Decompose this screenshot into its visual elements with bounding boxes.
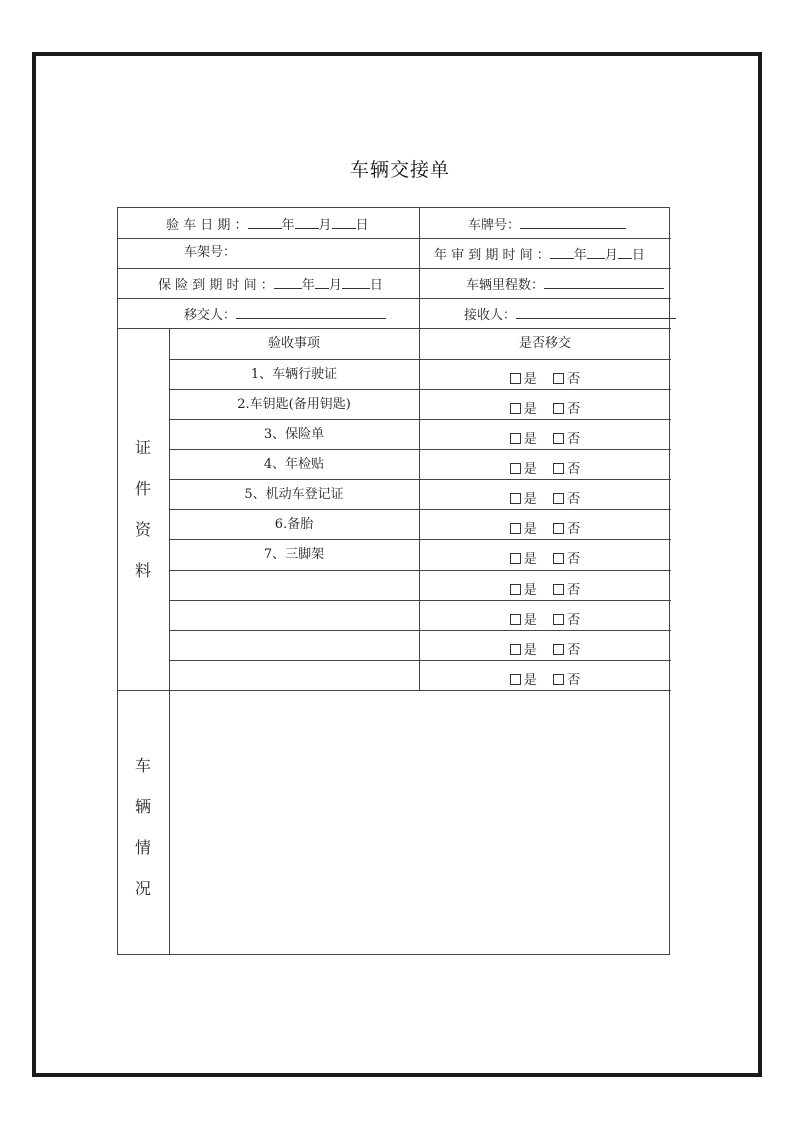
year-label: 年 [281,218,295,233]
no-checkbox[interactable] [553,674,564,685]
yes-checkbox[interactable] [510,493,521,504]
no-checkbox[interactable] [553,493,564,504]
yes-no-choice: 是 否 [419,398,671,417]
yes-checkbox[interactable] [510,584,521,595]
handover-label: 移交人： [184,308,237,323]
no-checkbox[interactable] [553,644,564,655]
inspection-date-row [166,216,369,232]
no-checkbox[interactable] [553,403,564,414]
yes-checkbox[interactable] [510,373,521,384]
frame-row [184,246,236,259]
yes-no-choice: 是 否 [419,488,671,507]
no-checkbox[interactable] [553,463,564,474]
no-checkbox[interactable] [553,553,564,564]
no-checkbox[interactable] [553,433,564,444]
year-label: 年 [573,248,587,263]
yes-no-choice: 是 否 [419,428,671,447]
plate-row [468,216,626,232]
receiver-label: 接收人： [464,308,517,323]
yes-checkbox[interactable] [510,614,521,625]
yes-no-choice: 是 否 [419,458,671,477]
documents-section-label: 证 件 资 料 [134,438,151,580]
yes-checkbox[interactable] [510,433,521,444]
yes-checkbox[interactable] [510,674,521,685]
col-header-item: 验收事项 [267,336,320,351]
yes-no-choice: 是 否 [419,669,671,688]
insurance-label: 保 险 到 期 时 间 ： [158,278,274,293]
handover-row [184,306,386,322]
plate-label: 车牌号： [468,218,521,233]
mileage-label: 车辆里程数： [466,278,545,293]
item-label: 6.备胎 [274,517,314,532]
receiver-row [464,306,676,322]
item-label: 5、机动车登记证 [244,487,344,502]
yes-checkbox[interactable] [510,403,521,414]
annual-review-label: 年 审 到 期 时 间 ： [434,248,550,263]
inspection-date-label: 验 车 日 期 ： [166,218,248,233]
annual-review-row [434,246,645,262]
item-label: 7、三脚架 [263,547,325,562]
month-label: 月 [604,248,618,263]
mileage-row [466,276,664,292]
col-header-handover: 是否移交 [518,336,571,351]
no-checkbox[interactable] [553,523,564,534]
item-label: 3、保险单 [263,427,325,442]
no-checkbox[interactable] [553,584,564,595]
yes-no-choice: 是 否 [419,368,671,387]
item-label: 1、车辆行驶证 [250,367,338,382]
condition-section-label: 车 辆 情 况 [134,756,151,898]
insurance-row [158,276,383,292]
no-checkbox[interactable] [553,614,564,625]
yes-no-choice: 是 否 [419,518,671,537]
handover-form-table [117,207,670,955]
item-label: 2.车钥匙(备用钥匙) [237,397,351,412]
yes-no-choice: 是 否 [419,639,671,658]
day-label: 日 [355,218,369,233]
month-label: 月 [318,218,332,233]
day-label: 日 [369,278,383,293]
frame-label: 车架号： [184,245,237,260]
yes-no-choice: 是 否 [419,609,671,628]
yes-no-choice: 是 否 [419,579,671,598]
yes-checkbox[interactable] [510,463,521,474]
yes-checkbox[interactable] [510,523,521,534]
day-label: 日 [631,248,645,263]
item-label: 4、年检贴 [263,457,325,472]
condition-notes-area[interactable] [170,691,670,954]
no-checkbox[interactable] [553,373,564,384]
month-label: 月 [328,278,342,293]
yes-checkbox[interactable] [510,553,521,564]
page-title: 车辆交接单 [349,159,450,181]
yes-checkbox[interactable] [510,644,521,655]
yes-no-choice: 是 否 [419,548,671,567]
year-label: 年 [301,278,315,293]
